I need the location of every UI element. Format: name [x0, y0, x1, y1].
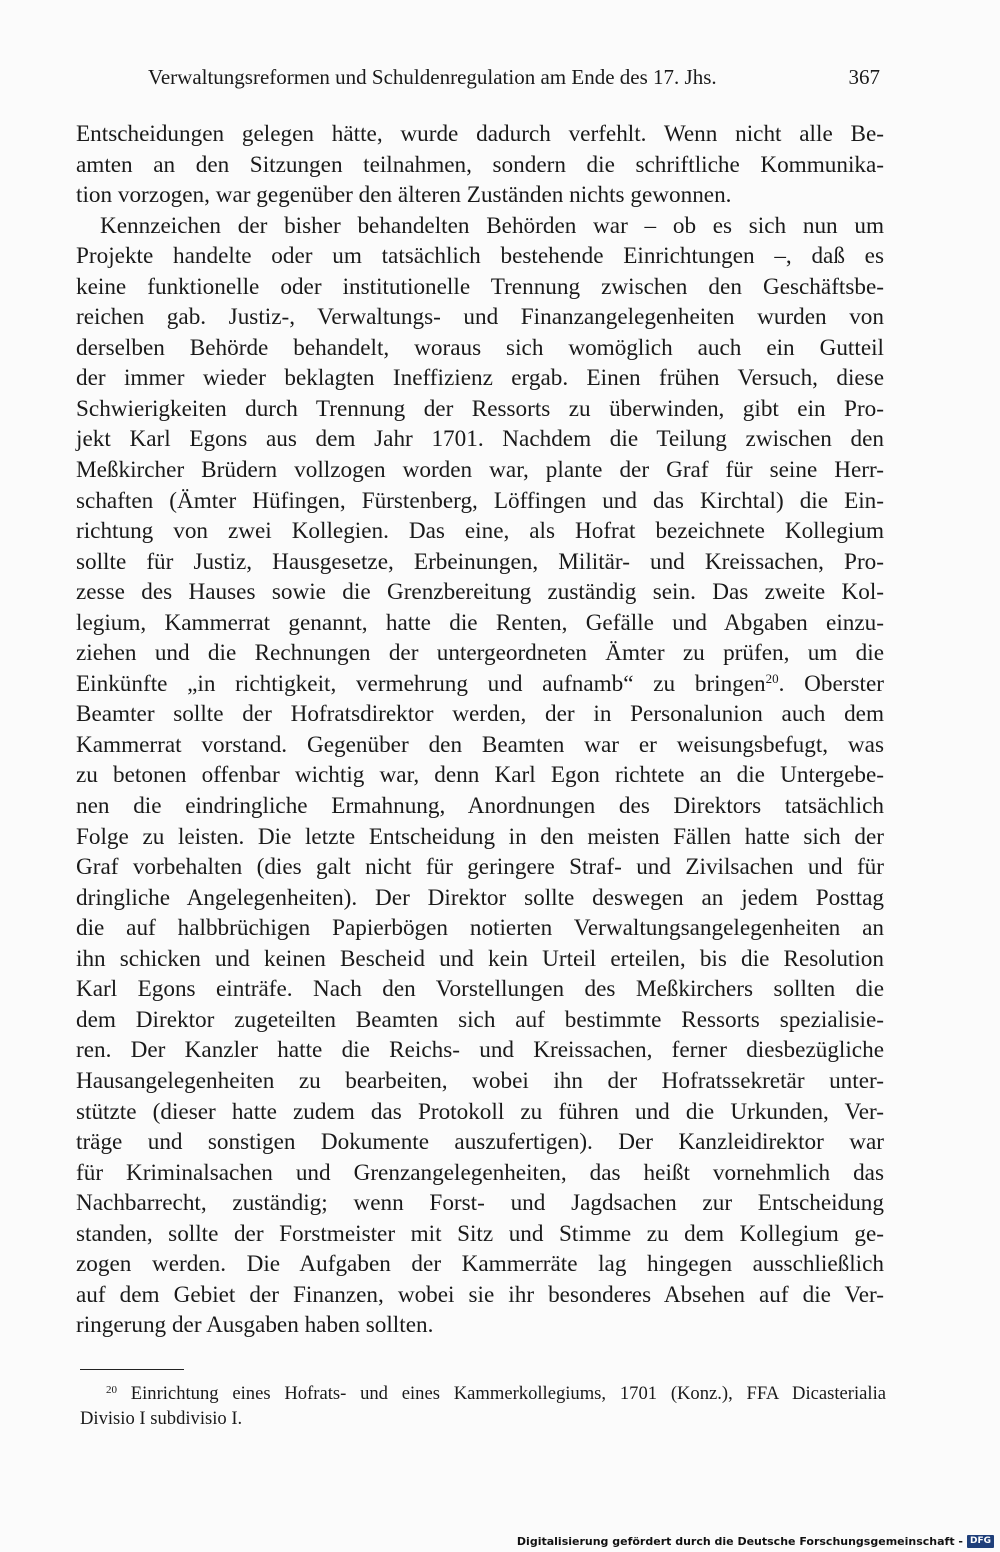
text-line: Schwierigkeiten durch Trennung der Ressorts zu überwinden, gibt ein Pro- [76, 395, 884, 422]
text-line: ren. Der Kanzler hatte die Reichs- und Kreissachen, ferner diesbezügliche [76, 1037, 884, 1064]
text-line: derselben Behörde behandelt, woraus sich womöglich auch ein Gutteil [76, 334, 884, 361]
footnote-text: Einrichtung eines Hofrats- und eines Kammerkollegiums, 1701 (Konz.), FFA Dicasterialia [130, 1383, 886, 1404]
text-line: Entscheidungen gelegen hätte, wurde dadurch verfehlt. Wenn nicht alle Be- [76, 121, 884, 147]
footnote-line: Divisio I subdivisio I. [80, 1408, 243, 1429]
text-line: Kennzeichen der bisher behandelten Behörden war – ob es sich nun um [100, 212, 884, 239]
text-line: Nachbarrecht, zuständig; wenn Forst- und Jagdsachen zur Entscheidung [76, 1190, 884, 1217]
text-line: Kammerrat vorstand. Gegenüber den Beamten war er weisungsbefugt, was [76, 731, 884, 758]
text-line: zesse des Hauses sowie die Grenzbereitung zuständig sein. Das zweite Kol- [76, 579, 884, 606]
text-line: reichen gab. Justiz-, Verwaltungs- und Finanzangelegenheiten wurden von [76, 304, 884, 331]
text-line: Graf vorbehalten (dies galt nicht für geringere Straf- und Zivilsachen und für [76, 854, 884, 881]
text-line: dringliche Angelegenheiten). Der Direktor sollte deswegen an jedem Posttag [76, 884, 884, 911]
text-line: sollte für Justiz, Hausgesetze, Erbeinungen, Militär- und Kreissachen, Pro- [76, 548, 884, 575]
body-text [76, 119, 884, 1341]
text-line: Meßkircher Brüdern vollzogen worden war, plante der Graf für seine Herr- [76, 457, 884, 484]
text-line: richtung von zwei Kollegien. Das eine, als Hofrat bezeichnete Kollegium [76, 518, 884, 545]
footnote-separator [80, 1369, 184, 1370]
text-line: ziehen und die Rechnungen der untergeordneten Ämter zu prüfen, um die [76, 640, 884, 667]
credit-text: Digitalisierung gefördert durch die Deutsche Forschungsgemeinschaft - [516, 1534, 963, 1548]
text-line: Karl Egons einträfe. Nach den Vorstellungen des Meßkirchers sollten die [76, 976, 884, 1003]
text-line: zu betonen offenbar wichtig war, denn Karl Egon richtete an die Untergebe- [76, 762, 884, 789]
footnote-marker: 20 [106, 1384, 117, 1396]
text-line: auf dem Gebiet der Finanzen, wobei sie ihr besonderes Absehen auf die Ver- [76, 1281, 884, 1308]
text-line: amten an den Sitzungen teilnahmen, sondern die schriftliche Kommunika- [76, 151, 884, 178]
page-number: 367 [848, 65, 880, 89]
running-head [148, 62, 880, 92]
text-line: tion vorzogen, war gegenüber den älteren Zuständen nichts gewonnen. [76, 182, 732, 209]
text-line: die auf halbbrüchigen Papierbögen notierten Verwaltungsangelegenheiten an [76, 915, 884, 942]
digitization-credit [517, 1533, 994, 1549]
text-line: ringerung der Ausgaben haben sollten. [76, 1312, 434, 1339]
text-line: für Kriminalsachen und Grenzangelegenheiten, das heißt vornehmlich das [76, 1159, 884, 1186]
text-line: legium, Kammerrat genannt, hatte die Renten, Gefälle und Abgaben einzu- [76, 609, 884, 636]
footnote-reference: 20 [765, 670, 779, 686]
text-line: jekt Karl Egons aus dem Jahr 1701. Nachdem die Teilung zwischen den [76, 426, 884, 453]
text-line: Projekte handelte oder um tatsächlich bestehende Einrichtungen –, daß es [76, 243, 884, 270]
footnote-line [80, 1381, 886, 1406]
text-line: Beamter sollte der Hofratsdirektor werden, der in Personalunion auch dem [76, 701, 884, 728]
text-line: der immer wieder beklagten Ineffizienz ergab. Einen frühen Versuch, diese [76, 365, 884, 392]
text-line: keine funktionelle oder institutionelle Trennung zwischen den Geschäftsbe- [76, 273, 884, 300]
text-line: Hausangelegenheiten zu bearbeiten, wobei ihn der Hofratssekretär unter- [76, 1067, 884, 1094]
text-line: schaften (Ämter Hüfingen, Fürstenberg, Löffingen und das Kirchtal) die Ein- [76, 487, 884, 514]
footnotes [80, 1381, 886, 1431]
text-line: zogen werden. Die Aufgaben der Kammerräte lag hingegen ausschließlich [76, 1251, 884, 1278]
text-line-with-footnote [76, 669, 884, 700]
text-line: stützte (dieser hatte zudem das Protokoll zu führen und die Urkunden, Ver- [76, 1098, 884, 1125]
text-segment: . Oberster [778, 670, 884, 697]
text-line: träge und sonstigen Dokumente auszufertigen). Der Kanzleidirektor war [76, 1129, 884, 1156]
text-line: nen die eindringliche Ermahnung, Anordnungen des Direktors tatsächlich [76, 793, 884, 820]
text-segment: Einkünfte „in richtigkeit, vermehrung und aufnamb“ zu bringen [76, 670, 766, 697]
text-line: ihn schicken und keinen Bescheid und kein Urteil erteilen, bis die Resolution [76, 945, 884, 972]
running-head-title: Verwaltungsreformen und Schuldenregulation am Ende des 17. Jhs. [148, 65, 717, 89]
text-line: Folge zu leisten. Die letzte Entscheidung in den meisten Fällen hatte sich der [76, 823, 884, 850]
text-line: dem Direktor zugeteilten Beamten sich auf bestimmte Ressorts spezialisie- [76, 1006, 884, 1033]
text-line: standen, sollte der Forstmeister mit Sitz und Stimme zu dem Kollegium ge- [76, 1220, 884, 1247]
dfg-logo: DFG [967, 1535, 994, 1548]
